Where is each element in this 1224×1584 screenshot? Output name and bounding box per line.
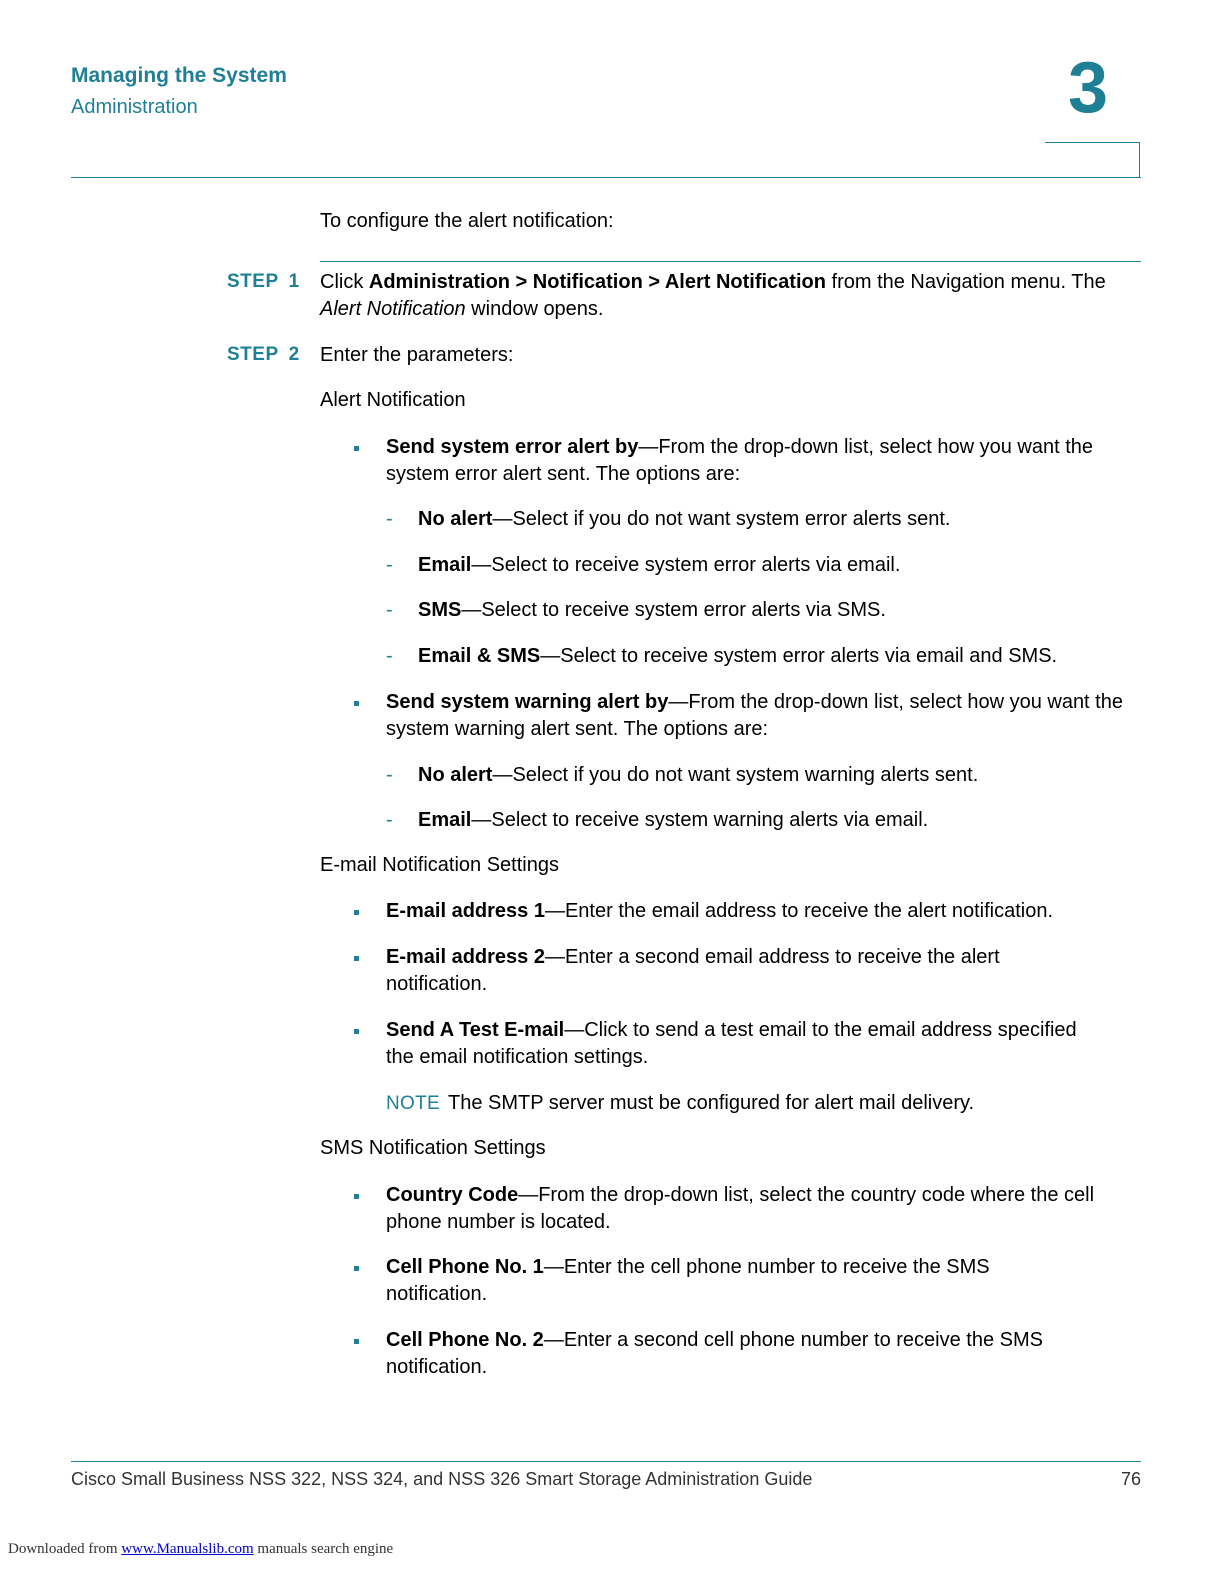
item-desc: —Click to send a test email to the email address specified the email notification settings. [386, 1019, 1077, 1068]
item-desc: —Enter a second email address to receive the alert notification. [386, 946, 1000, 995]
chapter-number: 3 [1068, 48, 1109, 128]
option-desc: —Select if you do not want system warning alerts sent. [492, 764, 979, 786]
item-term: Send system error alert by [386, 436, 639, 458]
dash-icon: - [386, 554, 393, 576]
download-post: manuals search engine [253, 1541, 394, 1557]
email-address-2-item [386, 944, 1106, 998]
step-1-window-name: Alert Notification [320, 298, 466, 320]
item-desc: —Enter the email address to receive the alert notification. [544, 900, 1054, 922]
item-term: Send A Test E-mail [386, 1019, 565, 1041]
bullet-icon [354, 1266, 359, 1271]
chapter-tab-decoration [1045, 142, 1140, 177]
country-code-item [386, 1182, 1146, 1236]
step-number: 2 [288, 344, 300, 365]
option-desc: —Select if you do not want system error alerts sent. [492, 508, 951, 530]
bullet-icon [354, 701, 359, 706]
step-1-label [227, 271, 300, 293]
item-desc: —From the drop-down list, select how you want the system error alert sent. The options are: [386, 436, 1093, 485]
bullet-icon [354, 1029, 359, 1034]
section-subtitle: Administration [71, 96, 198, 118]
step-2-text: Enter the parameters: [320, 344, 514, 366]
bullet-icon [354, 1339, 359, 1344]
option-desc: —Select to receive system warning alerts via email. [471, 809, 929, 831]
step-1-pre: Click [320, 271, 369, 293]
item-desc: —From the drop-down list, select how you want the system warning alert sent. The options are: [386, 691, 1123, 740]
error-alert-item [386, 434, 1146, 488]
page-number: 76 [1120, 1469, 1141, 1489]
step-rule [320, 261, 1141, 262]
option-desc: —Select to receive system error alerts via email. [471, 554, 901, 576]
error-option-email [418, 552, 900, 579]
download-credit [8, 1541, 393, 1558]
send-test-email-item [386, 1017, 1106, 1071]
option-term: Email [418, 809, 472, 831]
item-term: Cell Phone No. 1 [386, 1256, 544, 1278]
step-1-text [320, 269, 1120, 323]
item-term: Country Code [386, 1184, 519, 1206]
warning-alert-item [386, 689, 1141, 743]
bullet-icon [354, 956, 359, 961]
option-term: No alert [418, 508, 493, 530]
option-desc: —Select to receive system error alerts via SMS. [461, 599, 886, 621]
dash-icon: - [386, 508, 393, 530]
dash-icon: - [386, 645, 393, 667]
dash-icon: - [386, 764, 393, 786]
alert-notification-heading: Alert Notification [320, 389, 466, 411]
sms-settings-heading: SMS Notification Settings [320, 1137, 546, 1159]
cell-phone-1-item [386, 1254, 1086, 1308]
step-number: 1 [288, 271, 300, 292]
manualslib-link[interactable]: www.Manualslib.com [121, 1541, 254, 1557]
item-desc: —Enter a second cell phone number to receive the SMS notification. [386, 1329, 1043, 1378]
step-2-label [227, 344, 300, 366]
error-option-email-sms [418, 643, 1057, 670]
step-1-menu-path: Administration > Notification > Alert Notification [368, 271, 826, 293]
smtp-note [386, 1090, 974, 1117]
step-word: STEP [227, 344, 279, 365]
item-term: E-mail address 2 [386, 946, 545, 968]
option-term: Email & SMS [418, 645, 541, 667]
header-rule [71, 177, 1141, 178]
option-desc: —Select to receive system error alerts via email and SMS. [540, 645, 1058, 667]
footer-doc-title: Cisco Small Business NSS 322, NSS 324, and NSS 326 Smart Storage Administration Guide [71, 1469, 813, 1489]
item-term: Cell Phone No. 2 [386, 1329, 544, 1351]
footer-rule [71, 1461, 1141, 1462]
section-title: Managing the System [71, 64, 287, 87]
error-option-no-alert [418, 506, 950, 533]
download-pre: Downloaded from [8, 1541, 122, 1557]
intro-text: To configure the alert notification: [320, 210, 614, 232]
warning-option-no-alert [418, 762, 978, 789]
step-word: STEP [227, 271, 279, 292]
option-term: Email [418, 554, 472, 576]
note-text: The SMTP server must be configured for alert mail delivery. [447, 1092, 975, 1114]
dash-icon: - [386, 809, 393, 831]
item-term: E-mail address 1 [386, 900, 545, 922]
warning-option-email [418, 807, 928, 834]
item-term: Send system warning alert by [386, 691, 669, 713]
cell-phone-2-item [386, 1327, 1141, 1381]
step-1-mid: from the Navigation menu. The [825, 271, 1106, 293]
option-term: No alert [418, 764, 493, 786]
step-1-post: window opens. [465, 298, 604, 320]
bullet-icon [354, 910, 359, 915]
email-settings-heading: E-mail Notification Settings [320, 854, 559, 876]
dash-icon: - [386, 599, 393, 621]
item-desc: —From the drop-down list, select the country code where the cell phone number is located. [386, 1184, 1095, 1233]
bullet-icon [354, 446, 359, 451]
error-option-sms [418, 597, 886, 624]
bullet-icon [354, 1194, 359, 1199]
item-desc: —Enter the cell phone number to receive the SMS notification. [386, 1256, 990, 1305]
option-term: SMS [418, 599, 462, 621]
note-label: NOTE [386, 1093, 440, 1114]
email-address-1-item [386, 898, 1146, 925]
